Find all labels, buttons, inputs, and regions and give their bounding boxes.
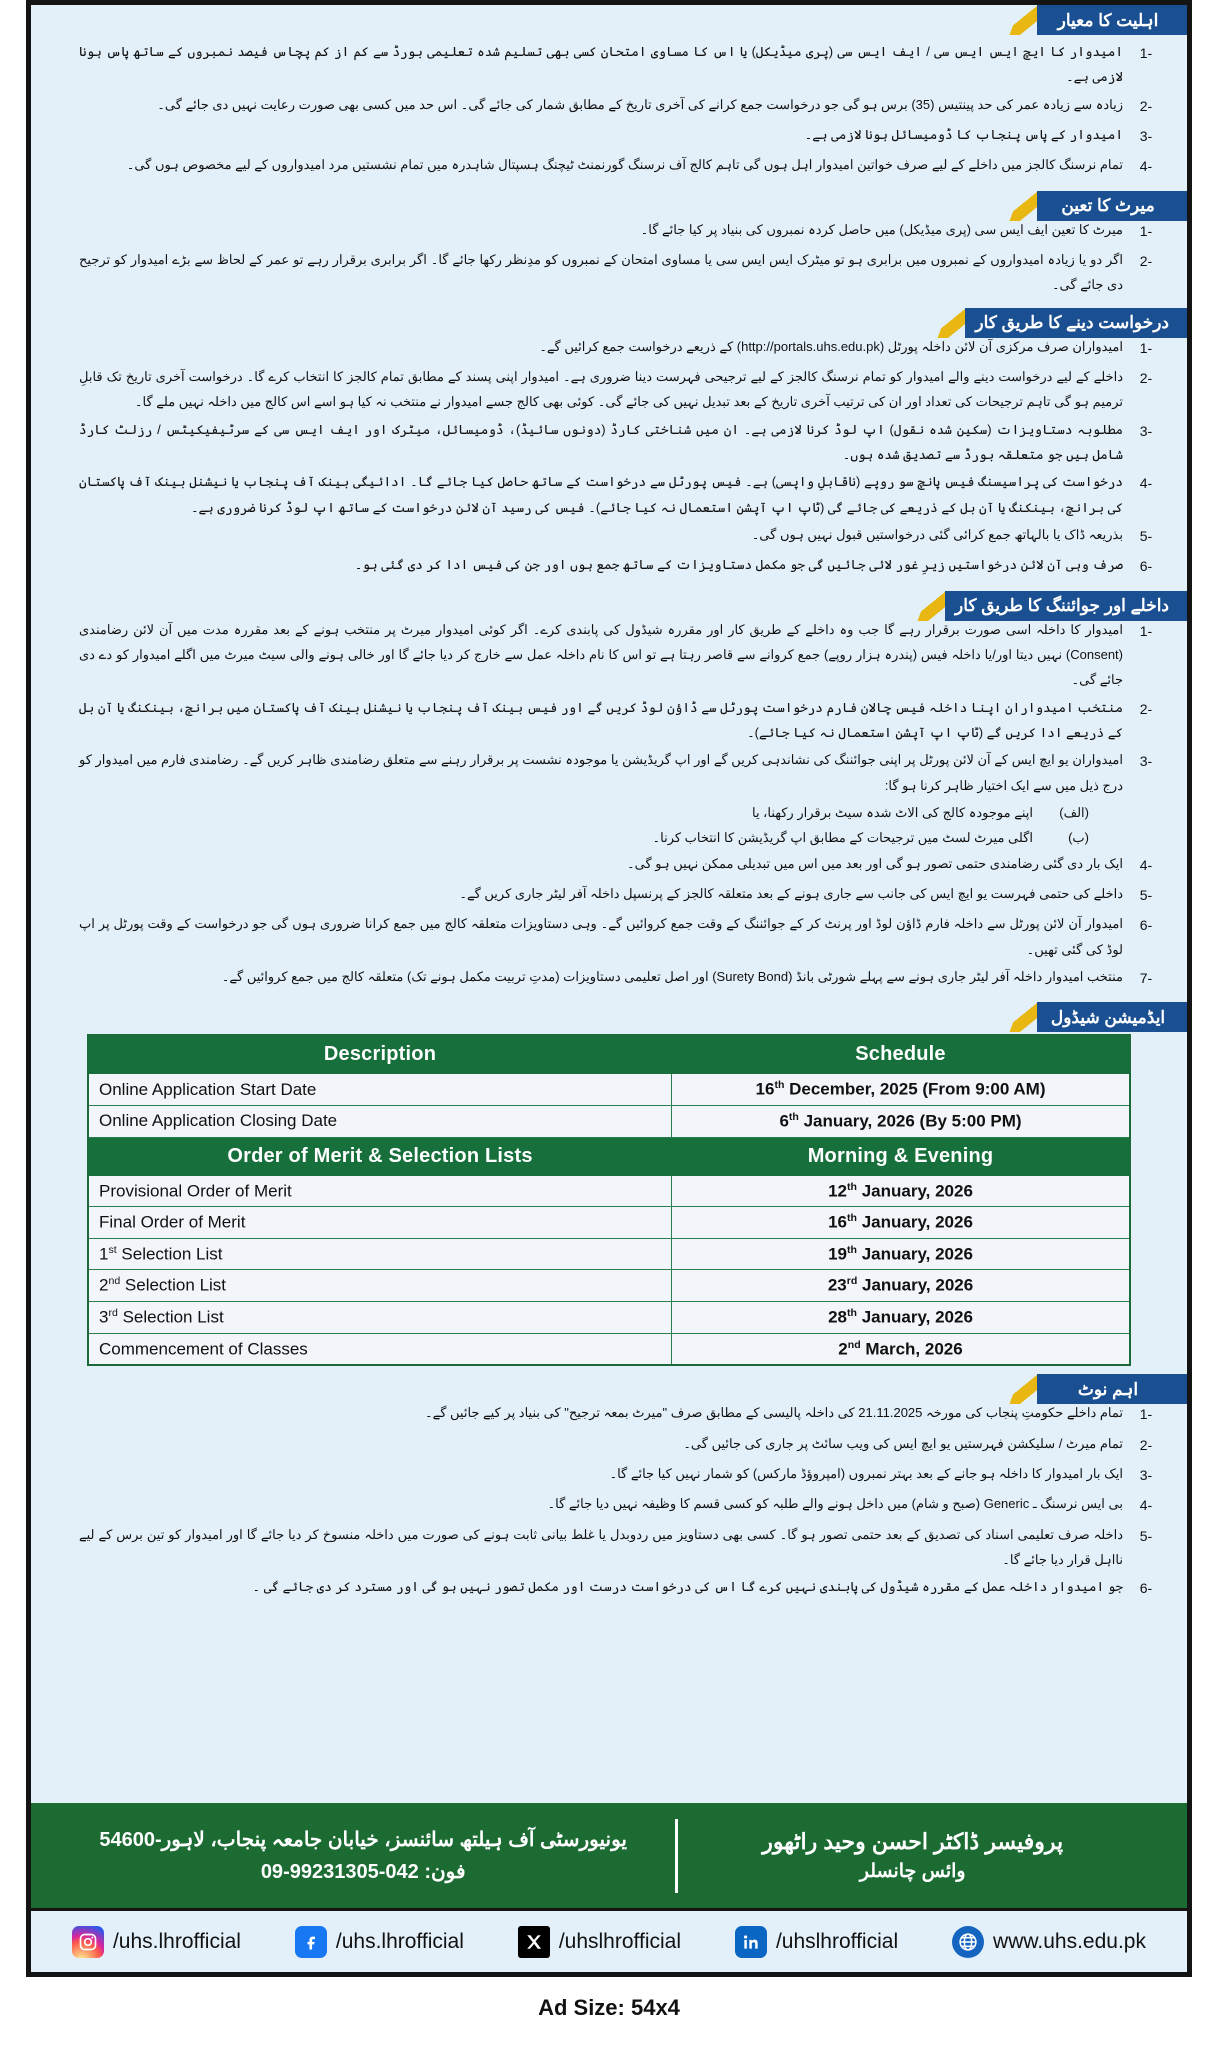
item-number: 5- [1139, 527, 1153, 544]
row-value [672, 1105, 1130, 1137]
value-rest: January, 2026 [856, 1181, 973, 1201]
item-number: 5- [1139, 886, 1153, 903]
list-item [49, 1461, 1169, 1489]
social-link-x-twitter[interactable] [518, 1926, 681, 1958]
value-rest: March, 2026 [860, 1339, 963, 1359]
ad-frame [26, 0, 1192, 1977]
list-item [49, 364, 1169, 415]
table-row [88, 1238, 1130, 1270]
list-item [49, 552, 1169, 580]
list-item [49, 152, 1169, 180]
application-procedure-list [31, 334, 1187, 581]
list-item [49, 469, 1169, 520]
sub-option-a [49, 800, 1169, 825]
section-header-eligibility-label: اہلیت کا معیار [1037, 5, 1187, 35]
list-item [49, 1522, 1169, 1573]
item-text: امیدوار آن لائن پورٹل سے داخلہ فارم ڈاؤن لوڈ اور پرنٹ کر کے جوائننگ کے وقت جمع کروائیں گے۔ وہی دستاویزات متعلقہ کالج میں جمع کرانا ضروری ہوں گی جو درخواست کے وقت پورٹل پر اپ لوڈ کی گئی تھیں۔ [79, 916, 1123, 957]
list-item [49, 247, 1169, 298]
desc-main: Final Order of Merit [99, 1212, 246, 1232]
row-value [672, 1207, 1130, 1239]
item-text: امیدوار کے پاس پنجاب کا ڈومیسائل ہونا لازمی ہے۔ [804, 126, 1123, 142]
list-item [49, 1574, 1169, 1602]
list-item [49, 851, 1169, 879]
list-item [49, 964, 1169, 992]
list-item [49, 39, 1169, 90]
item-number: 2- [1139, 700, 1153, 717]
item-text: جو امیدوار داخلہ عمل کے مقررہ شیڈول کی پابندی نہیں کرے گا اس کی درخواست درست اور مکمل تصور نہیں ہو گی اور مسترد کر دی جائے گی ۔ [252, 1579, 1123, 1595]
sub-option-a-label: (الف) [1059, 804, 1089, 820]
value-ordinal: rd [846, 1275, 858, 1288]
value-ordinal: th [774, 1079, 785, 1092]
item-text: امیدواران صرف مرکزی آن لائن داخلہ پورٹل (http://portals.uhs.edu.pk) کے ذریعے درخواست جمع کرائیں گے۔ [539, 338, 1123, 354]
item-text: بی ایس نرسنگ ـ Generic (صبح و شام) میں داخل ہونے والے طلبہ کو کسی قسم کا وظیفہ نہیں دیا جائے گا۔ [547, 1496, 1123, 1512]
section-header-admission-schedule [31, 994, 1187, 1027]
list-item [49, 911, 1169, 962]
item-number: 2- [1139, 97, 1153, 114]
item-text: زیادہ سے زیادہ عمر کی حد پینتیس (35) برس ہو گی جو درخواست جمع کرانے کی آخری تاریخ کے مطابق شمار کی جائے گی۔ اس حد میں کسی بھی صورت رعایت نہیں دی جائے گی۔ [157, 96, 1123, 112]
sub-option-b-text: اگلی میرٹ لسٹ میں ترجیحات کے مطابق اپ گریڈیشن کا انتخاب کرنا۔ [652, 830, 1033, 846]
desc-main: 2 [99, 1276, 109, 1296]
social-handle-instagram: /uhs.lhrofficial [112, 1929, 241, 1953]
list-item [49, 92, 1169, 120]
item-text: امیدوار کا داخلہ اسی صورت برقرار رہے گا جب وہ داخلے کے طریق کار اور مقررہ شیڈول کی پابندی کرے۔ اگر کوئی امیدوار میرٹ پر منتخب ہونے کے بعد مقررہ مدت میں آن لائن رضامندی (Consent) نہیں دیتا اور/یا داخلہ فیس (پندرہ ہزار روپے) جمع کروانے سے قاصر رہتا ہے تو اس کا نام داخلہ عمل سے خارج کر دیا جائے گا اور خالی ہونے والی سیٹ میرٹ میں اگلے امیدوار کو دے دی جائے گی۔ [79, 621, 1123, 688]
item-text: تمام میرٹ / سلیکشن فہرستیں یو ایچ ایس کی ویب سائٹ پر جاری کی جائیں گی۔ [683, 1435, 1123, 1451]
row-description [88, 1175, 672, 1207]
item-number: 5- [1139, 1527, 1153, 1544]
value-day: 12 [828, 1181, 848, 1201]
social-link-facebook[interactable] [295, 1926, 464, 1958]
list-item [49, 881, 1169, 909]
subheader-order-of-merit: Order of Merit & Selection Lists [88, 1137, 672, 1175]
desc-ordinal: rd [108, 1307, 118, 1320]
row-value [672, 1302, 1130, 1334]
row-value [672, 1175, 1130, 1207]
sub-option-b [49, 825, 1169, 850]
footer-contact-band [31, 1803, 1187, 1908]
value-ordinal: nd [847, 1338, 861, 1351]
ad-inner-content [31, 5, 1187, 1972]
vice-chancellor-block [678, 1825, 1187, 1887]
section-header-eligibility [31, 5, 1187, 35]
social-handle-linkedin: /uhslhrofficial [775, 1929, 899, 1953]
item-number: 6- [1139, 558, 1153, 575]
value-ordinal: th [847, 1180, 857, 1193]
row-value [672, 1238, 1130, 1270]
desc-main: Commencement of Classes [99, 1339, 308, 1359]
value-rest: January, 2026 [856, 1307, 973, 1327]
desc-rest: Selection List [116, 1244, 223, 1264]
linkedin-icon [735, 1926, 767, 1958]
sub-option-b-label: (ب) [1068, 830, 1089, 846]
x-twitter-icon [518, 1926, 550, 1958]
section-header-merit-label: میرٹ کا تعین [1037, 191, 1187, 221]
desc-rest: Selection List [117, 1307, 224, 1327]
item-text: امیدواران یو ایچ ایس کے آن لائن پورٹل پر اپنی جوائننگ کی نشاندہی کریں گے اور اپ گریڈیشن یا موجودہ نشست پر برقرار رہنے سے متعلق رضامندی ظاہر کریں گے۔ رضامندی فارم میں امیدوار کو درج ذیل میں سے ایک اختیار ظاہر کرنا ہو گا: [79, 752, 1123, 793]
item-text: صرف وہی آن لائن درخواستیں زیرِ غور لائی جائیں گی جو مکمل دستاویزات کے ساتھ جمع ہوں اور جن کی فیس ادا کر دی گئی ہو۔ [354, 557, 1123, 573]
item-number: 4- [1139, 475, 1153, 492]
item-text: داخلہ صرف تعلیمی اسناد کی تصدیق کے بعد حتمی تصور ہو گا۔ کسی بھی دستاویز میں ردوبدل یا غلط بیانی ثابت ہونے کی صورت میں داخلہ منسوخ کر دیا جائے گا اور امیدوار کو تین برس کے لیے نااہل قرار دیا جائے گا۔ [79, 1526, 1123, 1567]
list-item [49, 695, 1169, 746]
value-rest: January, 2026 [857, 1276, 974, 1296]
section-header-merit [31, 183, 1187, 216]
table-row [88, 1175, 1130, 1207]
row-description [88, 1238, 672, 1270]
item-number: 6- [1139, 1580, 1153, 1597]
globe-icon [952, 1926, 984, 1958]
table-subheader-row [88, 1137, 1130, 1175]
value-day: 2 [838, 1339, 848, 1359]
social-handle-x-twitter: /uhslhrofficial [558, 1929, 682, 1953]
row-description [88, 1207, 672, 1239]
value-ordinal: th [788, 1110, 799, 1123]
table-row [88, 1270, 1130, 1302]
ad-size-caption: Ad Size: 54x4 [538, 1995, 680, 2020]
desc-main: 3 [99, 1307, 109, 1327]
value-day: 6 [779, 1111, 789, 1131]
item-number: 4- [1139, 1497, 1153, 1514]
list-item [49, 1491, 1169, 1519]
social-link-instagram[interactable] [72, 1926, 241, 1958]
value-day: 28 [828, 1307, 848, 1327]
row-description: Online Application Closing Date [88, 1105, 672, 1137]
university-address: یونیورسٹی آف ہیلتھ سائنسز، خیابان جامعہ پنجاب، لاہور-54600 [99, 1828, 627, 1851]
row-description [88, 1333, 672, 1365]
instagram-icon [72, 1926, 104, 1958]
admission-schedule-table [87, 1034, 1131, 1366]
list-item [49, 1431, 1169, 1459]
value-rest: December, 2025 (From 9:00 AM) [784, 1079, 1046, 1099]
table-row [88, 1207, 1130, 1239]
merit-list [31, 217, 1187, 298]
row-description [88, 1270, 672, 1302]
item-number: 4- [1139, 856, 1153, 873]
social-handle-website: www.uhs.edu.pk [993, 1929, 1146, 1953]
section-header-admission-schedule-label: ایڈمیشن شیڈول [1037, 1002, 1187, 1032]
schedule-table-wrapper [31, 1028, 1187, 1366]
item-text: تمام داخلے حکومتِ پنجاب کی مورخہ 21.11.2025 کی داخلہ پالیسی کے مطابق صرف "میرٹ بمعہ ترجیح" کی بنیاد پر کیے جائیں گے۔ [424, 1405, 1123, 1421]
item-number: 1- [1139, 1406, 1153, 1423]
university-address-block [31, 1824, 675, 1888]
item-number: 2- [1139, 252, 1153, 269]
social-media-strip [31, 1908, 1187, 1972]
item-number: 6- [1139, 917, 1153, 934]
desc-rest: Selection List [120, 1276, 227, 1296]
social-link-website[interactable] [952, 1926, 1146, 1958]
table-row [88, 1105, 1130, 1137]
column-header-description: Description [88, 1035, 672, 1074]
section-header-admission-joining [31, 583, 1187, 616]
value-day: 23 [827, 1276, 847, 1296]
item-number: 1- [1139, 45, 1153, 61]
facebook-icon [295, 1926, 327, 1958]
item-number: 4- [1139, 158, 1153, 175]
item-number: 1- [1139, 339, 1153, 356]
value-day: 19 [828, 1244, 848, 1264]
list-item [49, 217, 1169, 245]
list-item [49, 522, 1169, 550]
table-row [88, 1074, 1130, 1106]
sub-option-a-text: اپنے موجودہ کالج کی الاٹ شدہ سیٹ برقرار رکھنا، یا [751, 804, 1033, 820]
subheader-morning-evening: Morning & Evening [672, 1137, 1130, 1175]
item-number: 2- [1139, 369, 1153, 386]
item-text: بذریعہ ڈاک یا بالہاتھ جمع کرائی گئی درخواستیں قبول نہیں ہوں گی۔ [751, 526, 1123, 542]
item-text: داخلے کے لیے درخواست دینے والے امیدوار کو تمام نرسنگ کالجز کے لیے ترجیحی فہرست دینا ضروری ہے۔ امیدوار اپنی پسند کے مطابق تمام کالجز کا انتخاب کرے گا۔ درخواست آخری تاریخ تک قابلِ ترمیم ہو گی تاہم ترجیحات کی تعداد اور ان کی ترتیب آخری تاریخ کے بعد تبدیل نہیں کی جائے گی۔ کوئی بھی کالج جسے امیدوار نے منتخب نہ کیا ہو اسے اس کالج میں داخلہ نہیں ملے گا۔ [79, 368, 1123, 410]
vice-chancellor-name: پروفیسر ڈاکٹر احسن وحید راٹھور [762, 1828, 1064, 1854]
table-header-row [88, 1035, 1130, 1074]
list-item [49, 122, 1169, 150]
item-number: 7- [1139, 969, 1153, 986]
vice-chancellor-title: وائس چانسلر [859, 1860, 966, 1882]
section-header-application-procedure-label: درخواست دینے کا طریق کار [965, 308, 1187, 338]
value-ordinal: th [847, 1212, 857, 1225]
item-text: ایک بار دی گئی رضامندی حتمی تصور ہو گی اور بعد میں اس میں تبدیلی ممکن نہیں ہو گی۔ [627, 855, 1123, 871]
item-text: منتخب امیدوار داخلہ آفر لیٹر جاری ہونے سے پہلے شورٹی بانڈ (Surety Bond) اور اصل تعلیمی دستاویزات (مدتِ تربیت مکمل ہونے تک) متعلقہ کالج میں جمع کروائیں گے۔ [221, 968, 1123, 984]
item-number: 3- [1139, 753, 1153, 770]
section-header-important-note [31, 1366, 1187, 1399]
item-text: میرٹ کا تعین ایف ایس سی (پری میڈیکل) میں حاصل کردہ نمبروں کی بنیاد پر کیا جائے گا۔ [640, 221, 1123, 237]
list-item [49, 334, 1169, 362]
item-number: 1- [1139, 222, 1153, 239]
value-ordinal: th [847, 1243, 857, 1256]
row-description [88, 1302, 672, 1334]
value-rest: January, 2026 (By 5:00 PM) [798, 1111, 1022, 1131]
item-text: تمام نرسنگ کالجز میں داخلے کے لیے صرف خواتین امیدوار اہل ہوں گی تاہم کالج آف نرسنگ گورنمنٹ ٹیچنگ ہسپتال شاہدرہ میں تمام نشستیں مرد امیدواروں کے لیے مخصوص ہوں گی۔ [126, 157, 1123, 173]
value-rest: January, 2026 [856, 1212, 973, 1232]
item-number: 1- [1139, 622, 1153, 639]
column-header-schedule: Schedule [672, 1035, 1130, 1074]
value-day: 16 [755, 1079, 775, 1099]
university-phone: فون: 042-99231305-09 [260, 1860, 466, 1883]
important-note-list [31, 1400, 1187, 1602]
social-handle-facebook: /uhs.lhrofficial [335, 1929, 464, 1953]
list-item [49, 747, 1169, 798]
desc-main: 1 [99, 1244, 109, 1264]
item-number: 3- [1139, 1467, 1153, 1484]
list-item [49, 1400, 1169, 1428]
social-link-linkedin[interactable] [735, 1926, 898, 1958]
eligibility-list [31, 39, 1187, 181]
section-header-important-note-label: اہم نوٹ [1037, 1374, 1187, 1404]
item-text: داخلے کی حتمی فہرست یو ایچ ایس کی جانب سے جاری ہونے کے بعد متعلقہ کالجز کے پرنسپل داخلہ آفر لیٹر جاری کریں گے۔ [459, 885, 1123, 901]
item-number: 3- [1139, 422, 1153, 439]
desc-main: Provisional Order of Merit [99, 1181, 292, 1201]
desc-ordinal: nd [108, 1275, 121, 1288]
item-text: درخواست کی پراسیسنگ فیس پانچ سو روپے (ناقابلِ واپسی) ہے۔ فیس پورٹل سے درخواست کے ساتھ حاصل کیا جائے گا۔ ادائیگی بینک آف پنجاب یا نیشنل بینک آف پاکستان کی برانچ، بینکنگ یا آن بل کے ذریعے کی جائے گی (ٹاپ اپ آپشن استعمال نہ کیا جائے)۔ فیس کی رسید آن لائن درخواست کے ساتھ اپ لوڈ کرنا ضروری ہے۔ [79, 474, 1123, 515]
row-value [672, 1270, 1130, 1302]
item-text: امیدوار کا ایچ ایس ایس سی / ایف ایس سی (پری میڈیکل) یا اس کا مساوی امتحان کسی بھی تسلیم شدہ تعلیمی بورڈ سے کم از کم پچاس فیصد نمبروں کے ساتھ پاس ہونا لازمی ہے۔ [79, 44, 1123, 85]
value-rest: January, 2026 [856, 1244, 973, 1264]
row-description: Online Application Start Date [88, 1074, 672, 1106]
item-number: 3- [1139, 127, 1153, 144]
list-item [49, 417, 1169, 468]
value-ordinal: th [847, 1307, 857, 1320]
table-row [88, 1302, 1130, 1334]
table-row [88, 1333, 1130, 1365]
item-text: ایک بار امیدوار کا داخلہ ہو جانے کے بعد بہتر نمبروں (امپروؤڈ مارکس) کو شمار نہیں کیا جائے گا۔ [609, 1466, 1123, 1482]
row-value [672, 1333, 1130, 1365]
section-header-admission-joining-label: داخلے اور جوائننگ کا طریق کار [945, 591, 1187, 621]
item-number: 2- [1139, 1436, 1153, 1453]
item-text: منتخب امیدواران اپنا داخلہ فیس چالان فارم درخواست پورٹل سے ڈاؤن لوڈ کریں گے اور فیس بینک آف پنجاب یا نیشنل بینک آف پاکستان میں برانچ، بینکنگ یا آن بل کے ذریعے ادا کریں گے (ٹاپ اپ آپشن استعمال نہ کیا جائے)۔ [79, 699, 1123, 740]
item-text: اگر دو یا زیادہ امیدواروں کے نمبروں میں برابری ہو تو میٹرک ایس ایس سی یا مساوی امتحان کے نمبروں کو مدِنظر رکھا جائے گا۔ اگر برابری برقرار رہے تو عمر کے لحاظ سے بڑے امیدوار کو ترجیح دی جائے گی۔ [79, 251, 1123, 293]
row-value [672, 1074, 1130, 1106]
section-header-application-procedure [31, 300, 1187, 333]
list-item [49, 617, 1169, 693]
desc-ordinal: st [108, 1243, 117, 1256]
value-day: 16 [828, 1212, 848, 1232]
item-text: مطلوبہ دستاویزات (سکین شدہ نقول) اپ لوڈ کرنا لازمی ہے۔ ان میں شناختی کارڈ (دونوں سائیڈ)، ڈومیسائل، میٹرک اور ایف ایس سی کے سرٹیفیکیٹس / رزلٹ کارڈ شامل ہیں جو متعلقہ بورڈ سے تصدیق شدہ ہوں۔ [79, 421, 1123, 462]
admission-joining-list [31, 617, 1187, 993]
